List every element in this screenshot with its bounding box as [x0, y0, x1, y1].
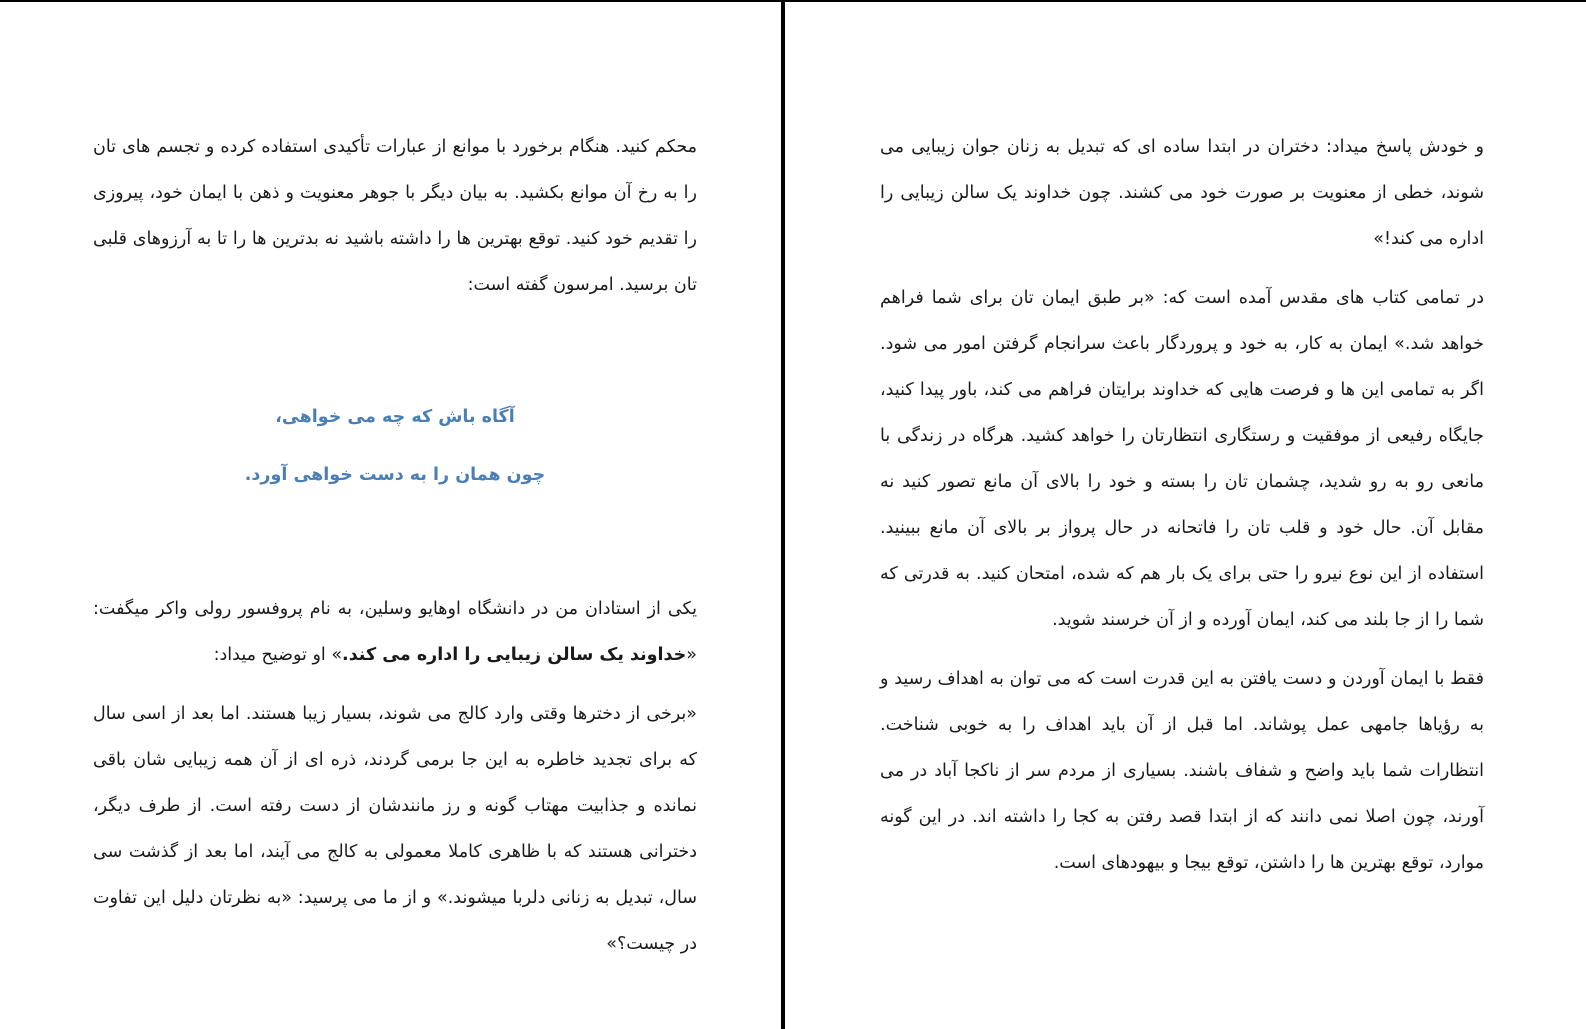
right-page	[785, 0, 1586, 1029]
left-paragraph-2-end: » او توضیح میداد:	[213, 645, 343, 665]
right-paragraph-1: و خودش پاسخ میداد: دختران در ابتدا ساده ای که تبدیل به زنان جوان زیبایی می شوند، خطی از معنویت بر صورت خود می کشند. چون خداوند یک سالن زیبایی را اداره می کند!»	[880, 137, 1484, 249]
left-paragraph-2	[93, 586, 697, 678]
left-page-text-column	[93, 124, 697, 980]
left-paragraph-2-bold: خداوند یک سالن زیبایی را اداره می کند.	[342, 645, 687, 665]
emerson-quote	[93, 388, 697, 504]
right-page-text-column	[880, 124, 1484, 899]
right-paragraph-3: فقط با ایمان آوردن و دست یافتن به این قدرت است که می توان به اهداف رسید و به رؤیاها جامهی عمل پوشاند. اما قبل از آن باید اهداف را به خوبی شناخت. انتظارات شما باید واضح و شفاف باشند. بسیاری از مردم سر از ناکجا آباد در می آورند، چون اصلا نمی دانند که از ابتدا قصد رفتن به کجا را داشته اند. در این گونه موارد، توقع بهترین ها را داشتن، توقع بیجا و بیهودهای است.	[880, 669, 1484, 873]
right-paragraph-2: در تمامی کتاب های مقدس آمده است که: «بر طبق ایمان تان برای شما فراهم خواهد شد.» ایمان به کار، به خود و پروردگار باعث سرانجام گرفتن امور می شود. اگر به تمامی این ها و فرصت هایی که خداوند برایتان فراهم می کند، باور پیدا کنید، جایگاه رفیعی از موفقیت و رستگاری انتظارتان را خواهد کشید. هرگاه در زندگی با مانعی رو به رو شدید، چشمان تان را بسته و خود را بالای آن مانع تصور کنید نه مقابل آن. حال خود و قلب تان را فاتحانه در حال پرواز بر بالای آن مانع ببینید. استفاده از این نوع نیرو را حتی برای یک بار هم که شده، امتحان کنید. به قدرتی که شما را از جا بلند می کند، ایمان آورده و از آن خرسند شوید.	[880, 288, 1484, 630]
left-paragraph-3: «برخی از دخترها وقتی وارد کالج می شوند، بسیار زیبا هستند. اما بعد از اسی سال که برای تجدید خاطره به این جا برمی گردند، ذره ای از آن همه زیبایی شان باقی نمانده و جذابیت مهتاب گونه و رز مانندشان از دست رفته است. از طرف دیگر، دخترانی هستند که با ظاهری کاملا معمولی به کالج می آیند، اما بعد از گذشت سی سال، تبدیل به زنانی دلربا میشوند.» و از ما می پرسید: «به نظرتان دلیل این تفاوت در چیست؟»	[93, 704, 697, 954]
left-paragraph-1: محکم کنید. هنگام برخورد با موانع از عبارات تأکیدی استفاده کرده و تجسم های تان را به رخ آن موانع بکشید. به بیان دیگر با جوهر معنویت و ذهن با ایمان خود، پیروزی را تقدیم خود کنید. توقع بهترین ها را داشته باشید نه بدترین ها را تا به آرزوهای قلبی تان برسید. امرسون گفته است:	[93, 137, 697, 295]
quote-line-1: آگاه باش که چه می خواهی،	[275, 407, 515, 427]
left-page	[0, 0, 781, 1029]
quote-line-2: چون همان را به دست خواهی آورد.	[244, 465, 546, 485]
left-paragraph-2-start: یکی از استادان من در دانشگاه اوهایو وسلین، به نام پروفسور رولی واکر میگفت: «	[93, 599, 697, 665]
